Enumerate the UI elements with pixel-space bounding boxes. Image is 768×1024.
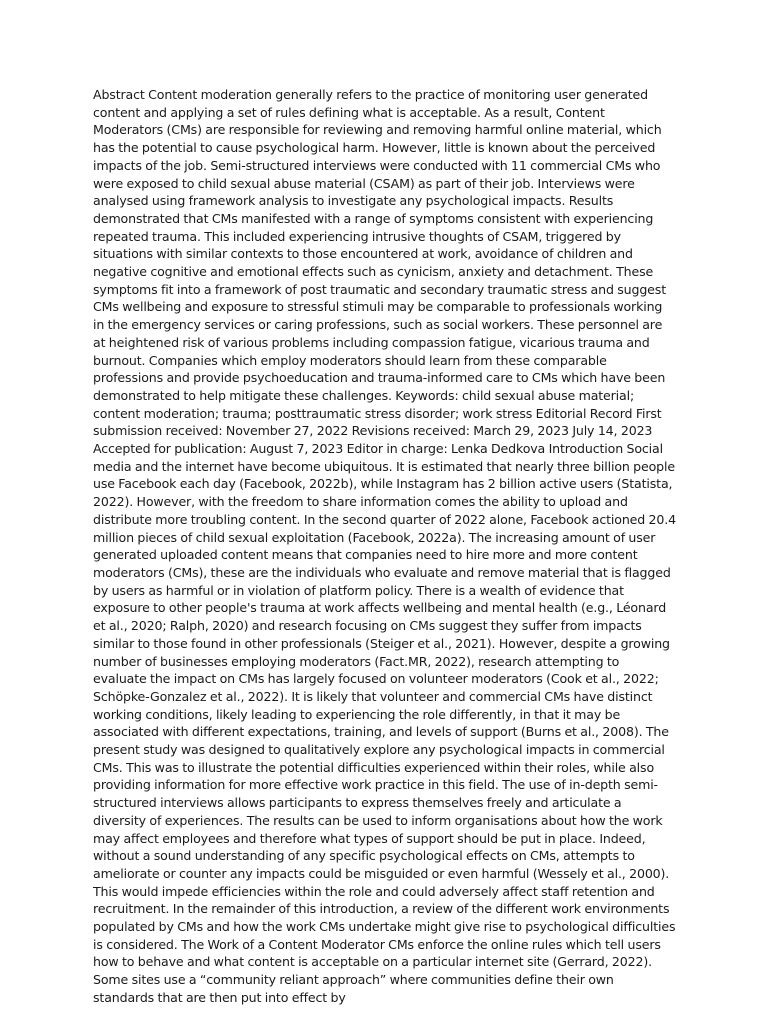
body-paragraph: Abstract Content moderation generally refers to the practice of monitoring user generated content and applying a set of rules defining what is acceptable. As a result, Content Moderators (CMs) are responsible for reviewing and removing harmful online material, which has the potential to cause psychological harm. However, little is known about the perceived impacts of the job. Semi-structured interviews were conducted with 11 commercial CMs who were exposed to child sexual abuse material (CSAM) as part of their job. Interviews were analysed using framework analysis to investigate any psychological impacts. Results demonstrated that CMs manifested with a range of symptoms consistent with experiencing repeated trauma. This included experiencing intrusive thoughts of CSAM, triggered by situations with similar contexts to those encountered at work, avoidance of children and negative cognitive and emotional effects such as cynicism, anxiety and detachment. These symptoms fit into a framework of post traumatic and secondary traumatic stress and suggest CMs wellbeing and exposure to stressful stimuli may be comparable to professionals working in the emergency services or caring professions, such as social workers. These personnel are at heightened risk of various problems including compassion fatigue, vicarious trauma and burnout. Companies which employ moderators should learn from these comparable professions and provide psychoeducation and trauma-informed care to CMs which have been demonstrated to help mitigate these challenges. Keywords: child sexual abuse material; content moderation; trauma; posttraumatic stress disorder; work stress Editorial Record First submission received: November 27, 2022 Revisions received: March 29, 2023 July 14, 2023 Accepted for publication: August 7, 2023 Editor in charge: Lenka Dedkova Introduction Social media and the internet have become ubiquitous. It is estimated that nearly three billion people use Facebook each day (Facebook, 2022b), while Instagram has 2 billion active users (Statista, 2022). However, with the freedom to share information comes the ability to upload and distribute more troubling content. In the second quarter of 2022 alone, Facebook actioned 20.4 million pieces of child sexual exploitation (Facebook, 2022a). The increasing amount of user generated uploaded content means that companies need to hire more and more content moderators (CMs), these are the individuals who evaluate and remove material that is flagged by users as harmful or in violation of platform policy. There is a wealth of evidence that exposure to other people's trauma at work affects wellbeing and mental health (e.g., Léonard et al., 2020; Ralph, 2020) and research focusing on CMs suggest they suffer from impacts similar to those found in other professionals (Steiger et al., 2021). However, despite a growing number of businesses employing moderators (Fact.MR, 2022), research attempting to evaluate the impact on CMs has largely focused on volunteer moderators (Cook et al., 2022; Schöpke-Gonzalez et al., 2022). It is likely that volunteer and commercial CMs have distinct working conditions, likely leading to experiencing the role differently, in that it may be associated with different expectations, training, and levels of support (Burns et al., 2008). The present study was designed to qualitatively explore any psychological impacts in commercial CMs. This was to illustrate the potential difficulties experienced within their roles, while also providing information for more effective work practice in this field. The use of in-depth semi-structured interviews allows participants to express themselves freely and articulate a diversity of experiences. The results can be used to inform organisations about how the work may affect employees and therefore what types of support should be put in place. Indeed, without a sound understanding of any specific psychological effects on CMs, attempts to ameliorate or counter any impacts could be misguided or even harmful (Wessely et al., 2000). This would impede efficiencies within the role and could adversely affect staff retention and recruitment. In the remainder of this introduction, a review of the different work environments populated by CMs and how the work CMs undertake might give rise to psychological difficulties is considered. The Work of a Content Moderator CMs enforce the online rules which tell users how to behave and what content is acceptable on a particular internet site (Gerrard, 2022). Some sites use a “community reliant approach” where communities define their own standards that are then put into effect by [93,87,676,1005]
